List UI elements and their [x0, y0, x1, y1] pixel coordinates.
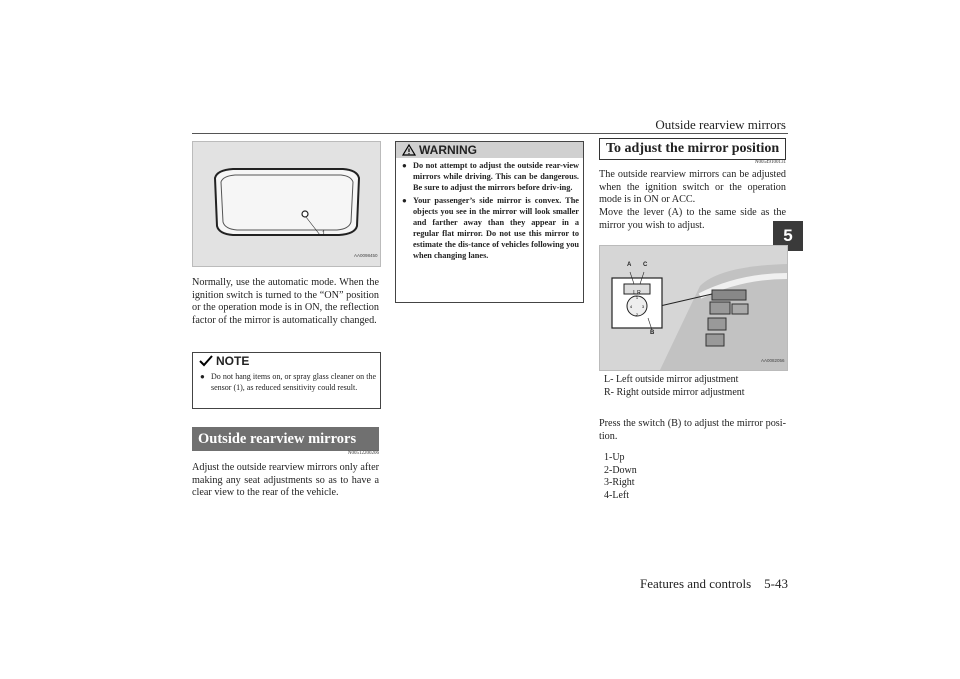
warning-item: ● Do not attempt to adjust the outside rear-view mirrors while driving. This can be dangerous. Be sure to adjust the mirrors before driv-ing. [402, 160, 579, 193]
adjust-ref-code: N00549100131 [754, 160, 786, 165]
outside-mirrors-section-title: Outside rearview mirrors [192, 427, 379, 451]
warning-header [396, 142, 583, 158]
page-header-title: Outside rearview mirrors [655, 117, 786, 132]
warning-item: ● Your passenger’s side mirror is convex. The objects you see in the mirror will look smaller and farther away than they appear in a regular flat mirror. Do not use this mirror to estimate the dis-tance of vehicles following you when changing lanes. [402, 195, 579, 261]
check-pencil-icon [199, 355, 213, 367]
figure-id: AA0098450 [354, 253, 378, 258]
svg-text:L R: L R [633, 290, 641, 296]
chapter-tab: 5 [773, 221, 803, 251]
header-rule [192, 133, 788, 134]
svg-text:4: 4 [629, 304, 633, 309]
figure-label-c: C [643, 262, 648, 268]
rearview-mirror-figure [192, 141, 381, 267]
figure-id: AA0082056 [761, 358, 785, 363]
legend-item: R- Right outside mirror adjustment [604, 386, 745, 398]
note-label: NOTE [216, 354, 250, 368]
adjust-mirror-section-title: To adjust the mirror position [599, 138, 786, 160]
legend-list [604, 374, 786, 399]
figure-callout-1: 1 [322, 231, 326, 237]
section-ref-code: N00512200206 [347, 451, 379, 456]
auto-mode-paragraph: Normally, use the automatic mode. When the ignition switch is turned to the “ON” position or the operation mode is in ON, the reflection factor of the mirror is automatically changed. [192, 277, 379, 326]
warning-box [395, 141, 584, 303]
svg-text:3: 3 [641, 304, 645, 309]
direction-item: 1-Up [604, 452, 625, 463]
warning-triangle-icon [402, 144, 416, 156]
mirror-switch-figure [599, 245, 788, 371]
direction-list [604, 452, 724, 502]
svg-text:1: 1 [635, 295, 639, 300]
note-box [192, 352, 381, 409]
direction-item: 2-Down [604, 464, 637, 476]
figure-label-b: B [650, 330, 655, 336]
note-item: ● Do not hang items on, or spray glass cleaner on the sensor (1), as reduced sensitivity could result. [200, 371, 376, 393]
adjust-intro: The outside rearview mirrors can be adjusted when the ignition switch or the operation mode is in ON or ACC. [599, 169, 786, 206]
rearview-mirror-illustration [193, 142, 380, 266]
warning-body [402, 160, 579, 261]
page-footer: Features and controls 5-43 [639, 576, 788, 591]
adjust-instruction: Move the lever (A) to the same side as the mirror you wish to adjust. [599, 207, 786, 231]
direction-item: 4-Left [604, 489, 629, 501]
figure-label-a: A [627, 262, 632, 268]
warning-label: WARNING [419, 143, 477, 157]
note-header [193, 353, 380, 369]
legend-item: L- Left outside mirror adjustment [604, 374, 739, 385]
svg-text:2: 2 [635, 312, 639, 317]
direction-item: 3-Right [604, 477, 635, 488]
outside-mirrors-text: Adjust the outside rearview mirrors only after making any seat adjustments so as to have a clear view to the rear of the vehicle. [192, 462, 379, 499]
switch-paragraph: Press the switch (B) to adjust the mirror posi-tion. [599, 418, 786, 442]
